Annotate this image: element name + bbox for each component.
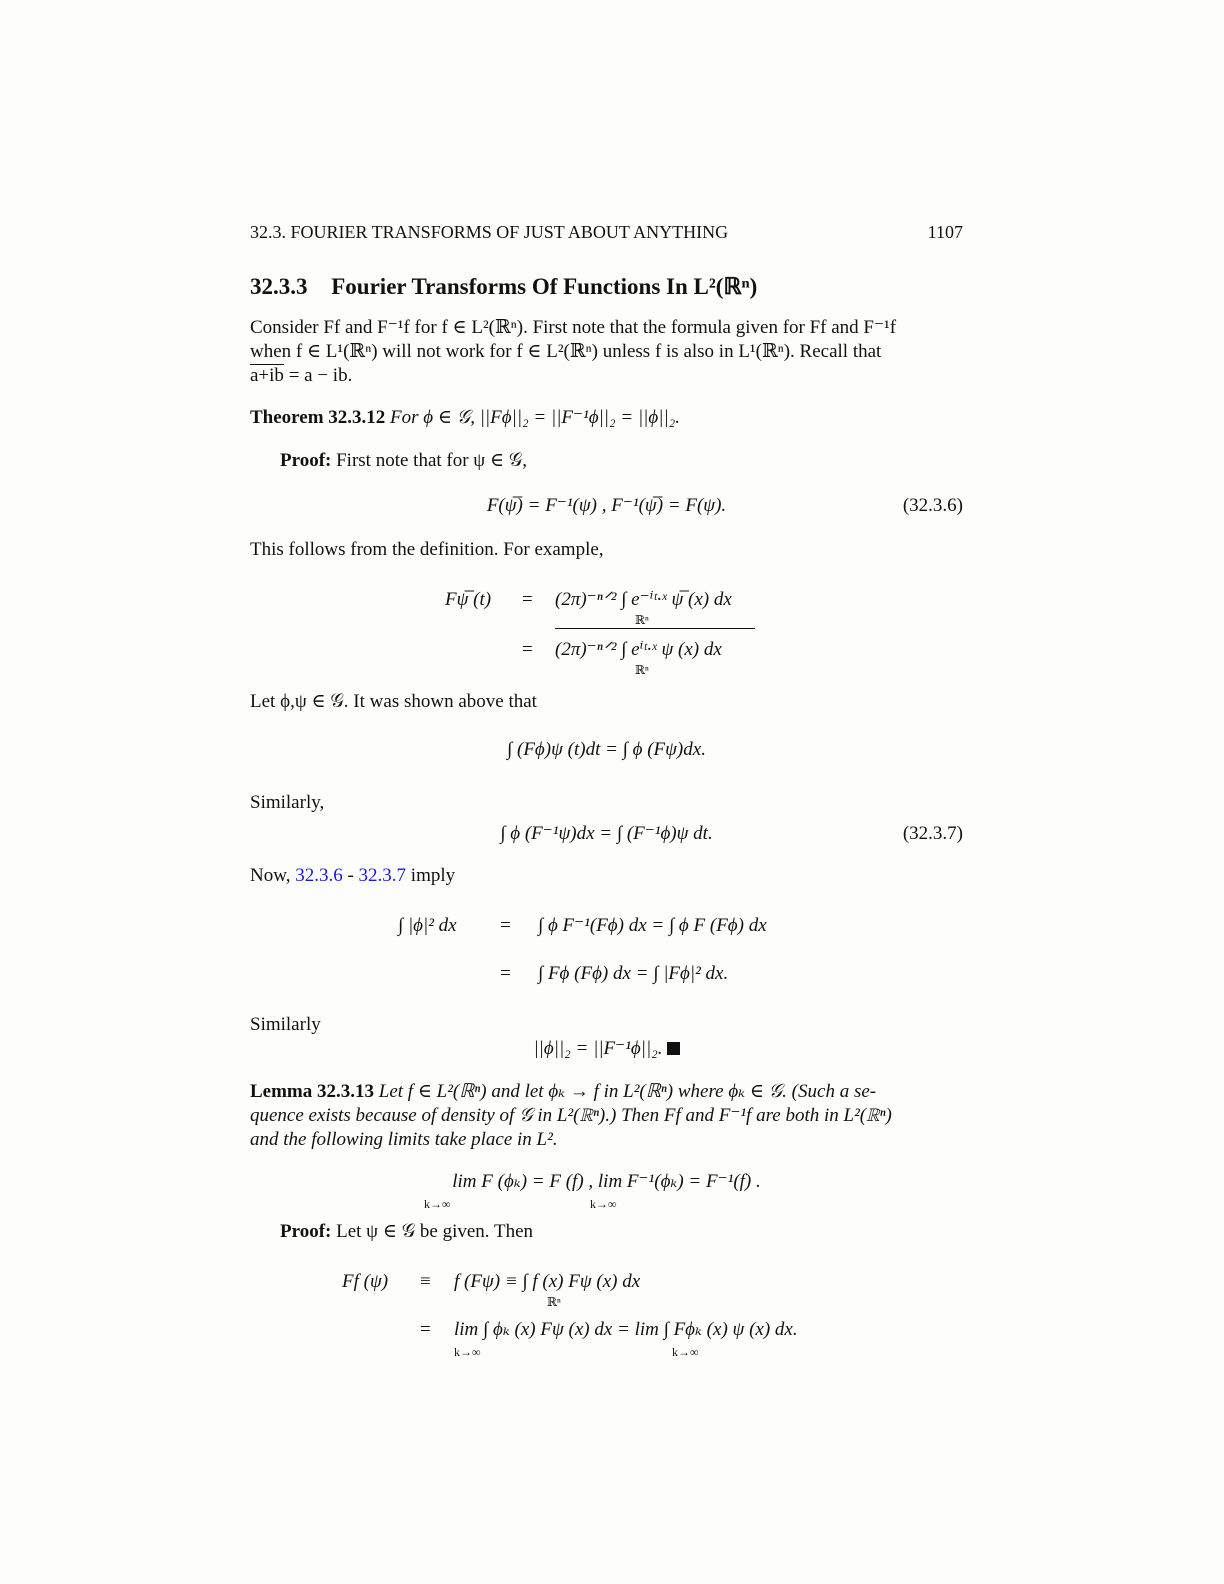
qed-square-icon bbox=[667, 1042, 680, 1055]
document-page bbox=[250, 0, 963, 1584]
example-row1-lhs: Fψ̅ (t) bbox=[445, 589, 492, 610]
proof-1-intro bbox=[280, 449, 963, 473]
now-pre: Now, bbox=[250, 865, 291, 886]
example-row2-rhs: (2π)⁻ⁿᐟ² ∫ eⁱᵗ·ˣ ψ (x) dx bbox=[555, 639, 722, 660]
intro-line-3 bbox=[250, 364, 963, 388]
page-number: 1107 bbox=[927, 222, 963, 242]
intro-line-2: when f ∈ L¹(ℝⁿ) will not work for f ∈ L²(ℝⁿ) unless f is also in L¹(ℝⁿ). Recall that bbox=[250, 341, 882, 362]
ref-link-32-3-6[interactable]: 32.3.6 bbox=[295, 865, 343, 886]
final-row1-rhs: f (Fψ) ≡ ∫ f (x) Fψ (x) dx bbox=[454, 1271, 641, 1292]
equation-shown-body: ∫ (Fϕ)ψ (t)dt = ∫ ϕ (Fψ)dx. bbox=[507, 739, 706, 760]
example-row-2 bbox=[445, 634, 965, 677]
chain-row1-rhs: ∫ ϕ F⁻¹(Fϕ) dx = ∫ ϕ F (Fϕ) dx bbox=[538, 915, 767, 936]
theorem-statement: For ϕ ∈ 𝒢, ||Fϕ||₂ = ||F⁻¹ϕ||₂ = ||ϕ||₂. bbox=[390, 407, 681, 428]
lemma-label: Lemma 32.3.13 bbox=[250, 1081, 375, 1102]
conjugate-expression: a+ib bbox=[250, 365, 284, 386]
equation-shown-above bbox=[250, 738, 963, 762]
final-row-1 bbox=[342, 1268, 962, 1316]
equation-limits-body: lim F (ϕₖ) = F (f) , lim F⁻¹(ϕₖ) = F⁻¹(f) . bbox=[452, 1171, 761, 1192]
chain-row1-rel: = bbox=[500, 915, 511, 936]
running-header bbox=[250, 220, 963, 244]
example-row2-domain: ℝⁿ bbox=[635, 663, 649, 677]
equation-norm-body: ||ϕ||₂ = ||F⁻¹ϕ||₂. bbox=[533, 1038, 663, 1059]
final-lim-sub-1: k→∞ bbox=[454, 1345, 481, 1359]
lemma-32-3-13 bbox=[250, 1080, 963, 1152]
example-row2-rel: = bbox=[522, 639, 533, 660]
equation-number-32-3-6: (32.3.6) bbox=[902, 495, 963, 516]
similarly-1: Similarly, bbox=[250, 792, 325, 813]
lemma-text-3: and the following limits take place in L². bbox=[250, 1129, 558, 1150]
theorem-label: Theorem 32.3.12 bbox=[250, 407, 386, 428]
example-row-1 bbox=[445, 584, 965, 627]
equation-32-3-7 bbox=[250, 822, 963, 846]
final-row2-rhs: lim ∫ ϕₖ (x) Fψ (x) dx = lim ∫ Fϕₖ (x) ψ (x) dx. bbox=[454, 1319, 798, 1340]
proof-label: Proof: bbox=[280, 450, 332, 471]
limits-subscript-1: k→∞ bbox=[424, 1197, 451, 1211]
theorem-32-3-12 bbox=[250, 406, 963, 430]
now-line bbox=[250, 864, 963, 888]
equation-32-3-6 bbox=[250, 494, 963, 518]
running-header-title: 32.3. FOURIER TRANSFORMS OF JUST ABOUT ANYTHING bbox=[250, 222, 729, 242]
proof-text: First note that for ψ ∈ 𝒢, bbox=[336, 450, 528, 471]
final-row-2 bbox=[342, 1316, 962, 1364]
final-row1-lhs: Ff (ψ) bbox=[342, 1271, 389, 1292]
let-line: Let ϕ,ψ ∈ 𝒢. It was shown above that bbox=[250, 691, 537, 712]
final-row1-rel: ≡ bbox=[420, 1271, 431, 1292]
ref-link-32-3-7[interactable]: 32.3.7 bbox=[358, 865, 407, 886]
section-number: 32.3.3 bbox=[250, 274, 308, 299]
proof2-text: Let ψ ∈ 𝒢 be given. Then bbox=[336, 1221, 534, 1242]
proof-2-intro bbox=[280, 1220, 963, 1244]
proof2-label: Proof: bbox=[280, 1221, 332, 1242]
now-post: imply bbox=[410, 865, 456, 886]
conjugate-result: = a − ib. bbox=[283, 365, 353, 386]
final-row1-domain: ℝⁿ bbox=[547, 1295, 561, 1309]
section-title: Fourier Transforms Of Functions In L²(ℝⁿ) bbox=[331, 274, 758, 299]
example-row1-rhs: (2π)⁻ⁿᐟ² ∫ e⁻ⁱᵗ·ˣ ψ̅ (x) dx bbox=[555, 589, 732, 610]
equation-body: F(ψ̅) = F⁻¹(ψ) , F⁻¹(ψ̅) = F(ψ). bbox=[486, 495, 727, 516]
limits-subscript-2: k→∞ bbox=[590, 1197, 617, 1211]
section-heading bbox=[250, 272, 963, 302]
equation-3237-body: ∫ ϕ (F⁻¹ψ)dx = ∫ (F⁻¹ϕ)ψ dt. bbox=[500, 823, 713, 844]
equation-limits bbox=[250, 1170, 963, 1194]
now-dash: - bbox=[347, 865, 354, 886]
intro-paragraph bbox=[250, 316, 963, 388]
final-row2-rel: = bbox=[420, 1319, 431, 1340]
follows-text: This follows from the definition. For example, bbox=[250, 539, 604, 560]
similarly-2: Similarly bbox=[250, 1014, 321, 1035]
final-derivation bbox=[342, 1268, 962, 1364]
chain-row-2 bbox=[398, 956, 958, 1000]
example-derivation bbox=[445, 584, 965, 677]
lemma-text-2: quence exists because of density of 𝒢 in L²(ℝⁿ).) Then Ff and F⁻¹f are both in L²(ℝⁿ) bbox=[250, 1105, 892, 1126]
example-row1-domain: ℝⁿ bbox=[635, 613, 649, 627]
equation-norm bbox=[250, 1037, 963, 1061]
lemma-text-1: Let f ∈ L²(ℝⁿ) and let ϕₖ → f in L²(ℝⁿ) where ϕₖ ∈ 𝒢. (Such a se- bbox=[378, 1081, 877, 1102]
example-row1-rel: = bbox=[522, 589, 533, 610]
chain-row2-rel: = bbox=[500, 963, 511, 984]
chain-row1-lhs: ∫ |ϕ|² dx bbox=[398, 915, 457, 936]
intro-line-1: Consider Ff and F⁻¹f for f ∈ L²(ℝⁿ). First note that the formula given for Ff and F⁻¹f bbox=[250, 317, 897, 338]
norm-chain bbox=[398, 912, 958, 1000]
chain-row2-rhs: ∫ Fϕ (Fϕ) dx = ∫ |Fϕ|² dx. bbox=[538, 963, 729, 984]
equation-number-32-3-7: (32.3.7) bbox=[902, 823, 963, 844]
lemma-line-1 bbox=[250, 1080, 963, 1104]
conjugate-bar bbox=[555, 628, 755, 629]
final-lim-sub-2: k→∞ bbox=[672, 1345, 699, 1359]
chain-row-1 bbox=[398, 912, 958, 956]
